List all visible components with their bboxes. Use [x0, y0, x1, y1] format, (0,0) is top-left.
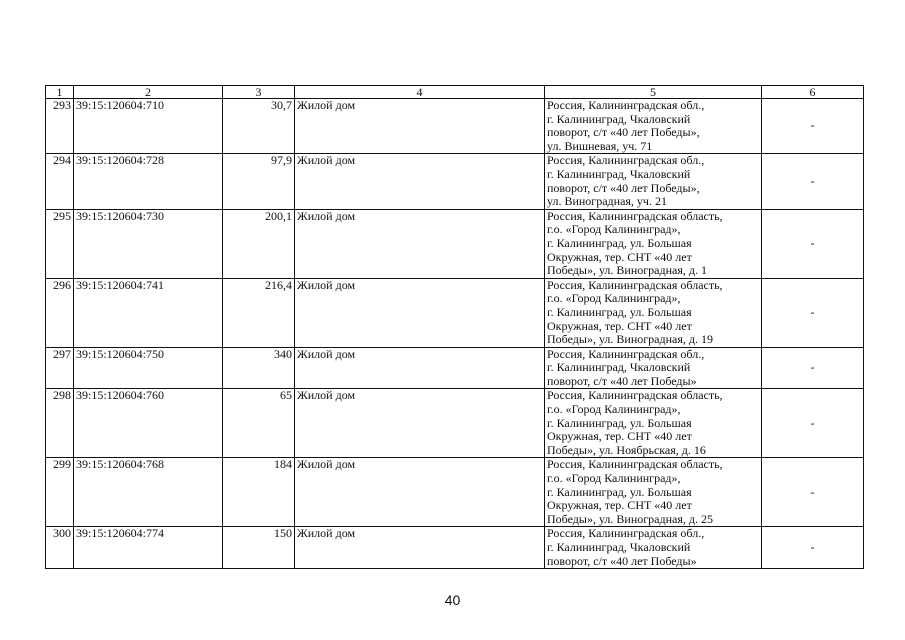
note-cell: -: [762, 389, 864, 458]
address-line: ул. Вишневая, уч. 71: [547, 138, 653, 153]
address-line: Победы», ул. Виноградная, д. 19: [547, 332, 713, 347]
address-line: г.о. «Город Калининград»,: [547, 402, 681, 417]
address-line: Россия, Калининградская обл.,: [547, 526, 705, 541]
row-number-cell: 295: [46, 209, 74, 278]
table-row: [46, 458, 864, 527]
address-line: Россия, Калининградская область,: [547, 209, 723, 223]
area-cell: 184: [223, 458, 295, 527]
object-type-cell: Жилой дом: [295, 347, 545, 389]
note-cell: -: [762, 154, 864, 209]
cadastral-number-cell: 39:15:120604:728: [74, 154, 223, 209]
address-cell: [545, 209, 762, 278]
address-line: поворот, с/т «40 лет Победы»: [547, 553, 697, 568]
address-cell: [545, 458, 762, 527]
table-body: [46, 86, 864, 569]
address-line: Победы», ул. Виноградная, д. 25: [547, 511, 713, 526]
row-number-cell: 293: [46, 99, 74, 154]
note-cell: -: [762, 458, 864, 527]
column-header-4: 4: [295, 86, 545, 99]
note-cell: -: [762, 347, 864, 389]
cadastral-number-cell: 39:15:120604:710: [74, 99, 223, 154]
row-number-cell: 299: [46, 458, 74, 527]
note-cell: -: [762, 209, 864, 278]
address-cell: [545, 527, 762, 569]
address-line: г. Калининград, Чкаловский: [547, 166, 691, 181]
row-number-cell: 294: [46, 154, 74, 209]
address-cell: [545, 347, 762, 389]
object-type-cell: Жилой дом: [295, 527, 545, 569]
address-line: Окружная, тер. СНТ «40 лет: [547, 429, 692, 444]
address-cell: [545, 154, 762, 209]
note-cell: -: [762, 527, 864, 569]
area-cell: 340: [223, 347, 295, 389]
address-line: Россия, Калининградская обл.,: [547, 98, 705, 112]
cadastral-number-cell: 39:15:120604:741: [74, 278, 223, 347]
table-row: [46, 389, 864, 458]
address-line: г. Калининград, Чкаловский: [547, 540, 691, 554]
address-line: Россия, Калининградская обл.,: [547, 347, 705, 361]
cadastral-number-cell: 39:15:120604:750: [74, 347, 223, 389]
object-type-cell: Жилой дом: [295, 458, 545, 527]
page-number: 40: [444, 592, 461, 608]
column-header-2: 2: [74, 86, 223, 99]
address-cell: [545, 278, 762, 347]
table-row: [46, 278, 864, 347]
note-cell: -: [762, 278, 864, 347]
address-line: г. Калининград, Чкаловский: [547, 360, 691, 375]
cadastral-number-cell: 39:15:120604:760: [74, 389, 223, 458]
address-cell: [545, 99, 762, 154]
note-cell: -: [762, 99, 864, 154]
address-line: Окружная, тер. СНТ «40 лет: [547, 249, 692, 264]
address-line: г.о. «Город Калининград»,: [547, 471, 681, 486]
address-line: ул. Виноградная, уч. 21: [547, 194, 667, 209]
address-line: г.о. «Город Калининград»,: [547, 291, 681, 306]
address-line: Россия, Калининградская область,: [547, 278, 723, 292]
column-header-1: 1: [46, 86, 74, 99]
object-type-cell: Жилой дом: [295, 278, 545, 347]
address-line: Победы», ул. Виноградная, д. 1: [547, 263, 707, 278]
property-registry-table: [45, 85, 864, 569]
address-line: Россия, Калининградская область,: [547, 388, 723, 403]
cadastral-number-cell: 39:15:120604:730: [74, 209, 223, 278]
row-number-cell: 300: [46, 527, 74, 569]
address-line: Россия, Калининградская область,: [547, 457, 723, 472]
table-row: [46, 209, 864, 278]
address-line: поворот, с/т «40 лет Победы»,: [547, 180, 700, 195]
column-header-3: 3: [223, 86, 295, 99]
object-type-cell: Жилой дом: [295, 154, 545, 209]
table-row: [46, 347, 864, 389]
row-number-cell: 298: [46, 389, 74, 458]
table-row: [46, 154, 864, 209]
object-type-cell: Жилой дом: [295, 99, 545, 154]
area-cell: 30,7: [223, 99, 295, 154]
address-line: поворот, с/т «40 лет Победы»,: [547, 125, 700, 140]
cadastral-number-cell: 39:15:120604:774: [74, 527, 223, 569]
object-type-cell: Жилой дом: [295, 209, 545, 278]
address-line: г.о. «Город Калининград»,: [547, 222, 681, 237]
table-row: [46, 99, 864, 154]
address-line: г. Калининград, ул. Большая: [547, 415, 692, 430]
address-line: Россия, Калининградская обл.,: [547, 153, 705, 168]
area-cell: 216,4: [223, 278, 295, 347]
address-line: поворот, с/т «40 лет Победы»: [547, 373, 697, 388]
column-header-6: 6: [762, 86, 864, 99]
area-cell: 200,1: [223, 209, 295, 278]
address-cell: [545, 389, 762, 458]
row-number-cell: 297: [46, 347, 74, 389]
address-line: г. Калининград, ул. Большая: [547, 304, 692, 319]
cadastral-number-cell: 39:15:120604:768: [74, 458, 223, 527]
table-row: [46, 527, 864, 569]
address-line: Окружная, тер. СНТ «40 лет: [547, 318, 692, 333]
area-cell: 150: [223, 527, 295, 569]
address-line: Окружная, тер. СНТ «40 лет: [547, 498, 692, 513]
table-header-row: [46, 86, 864, 99]
address-line: г. Калининград, ул. Большая: [547, 235, 692, 250]
address-line: г. Калининград, ул. Большая: [547, 484, 692, 499]
column-header-5: 5: [545, 86, 762, 99]
row-number-cell: 296: [46, 278, 74, 347]
area-cell: 65: [223, 389, 295, 458]
address-line: г. Калининград, Чкаловский: [547, 111, 691, 126]
object-type-cell: Жилой дом: [295, 389, 545, 458]
area-cell: 97,9: [223, 154, 295, 209]
address-line: Победы», ул. Ноябрьская, д. 16: [547, 442, 706, 457]
